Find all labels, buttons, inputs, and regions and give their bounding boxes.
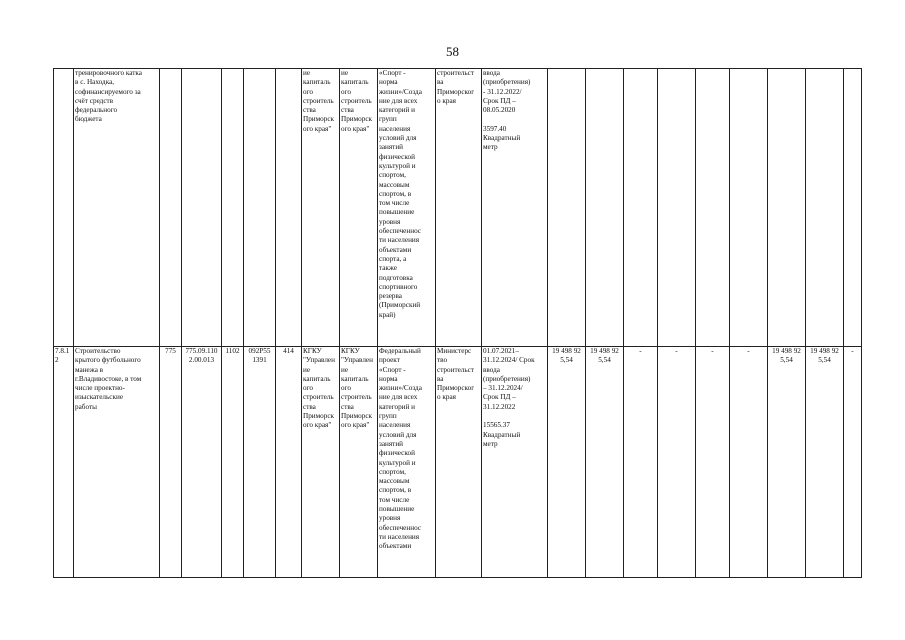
cell-value-8 (806, 69, 844, 347)
table-row (54, 347, 862, 578)
page-number: 58 (446, 44, 459, 59)
cell-object-name: тренировочного катка в с. Находка, софинансируемого за счёт средств федерального бюджета (74, 69, 160, 347)
cell-federal-project: Федеральный проект «Спорт - норма жизни»/Созда ние для всех категорий и групп населения условий для занятий физической культурой и спортом, массовым спортом, в том числе повышение уровня обеспеченнос ти населения объектами (378, 347, 436, 578)
cell-budget-code: 775.09.110 2.00.013 (182, 347, 222, 578)
cell-value-2: 19 498 92 5,54 (586, 347, 624, 578)
cell-value-9: - (844, 347, 862, 578)
cell-value-6 (730, 69, 768, 347)
cell-value-8: 19 498 92 5,54 (806, 347, 844, 578)
cell-value-4: - (658, 347, 696, 578)
cell-value-9 (844, 69, 862, 347)
budget-table (53, 68, 862, 578)
cell-grbs: 775 (160, 347, 182, 578)
cell-value-5 (696, 69, 730, 347)
cell-budget-code (182, 69, 222, 347)
cell-expense-type: 414 (276, 347, 302, 578)
table-row (54, 69, 862, 347)
cell-code: 7.8.12 (54, 347, 74, 578)
cell-terms: 01.07.2021– 31.12.2024/ Срок ввода (приобретения) – 31.12.2024/ Срок ПД – 31.12.2022 15565.37 Квадратный метр (482, 347, 548, 578)
cell-value-4 (658, 69, 696, 347)
cell-target-article (244, 69, 276, 347)
cell-value-7: 19 498 92 5,54 (768, 347, 806, 578)
cell-value-1 (548, 69, 586, 347)
cell-value-2 (586, 69, 624, 347)
cell-value-6: - (730, 347, 768, 578)
cell-object-name: Строительство крытого футбольного манежа в г.Владивостоке, в том числе проектно- изыскательские работы (74, 347, 160, 578)
cell-developer: ие капиталь ого строитель ства Приморск ого края" (340, 69, 378, 347)
cell-section: 1102 (222, 347, 244, 578)
cell-federal-project: «Спорт - норма жизни»/Созда ние для всех категорий и групп населения условий для занятий физической культурой и спортом, массовым спортом, в том числе повышение уровня обеспеченнос ти населения объектами спорта, а также подготовка спортивного резерва (Приморский край) (378, 69, 436, 347)
cell-ministry: Министерс тво строительст ва Приморског о края (436, 347, 482, 578)
cell-target-article: 092P55 1391 (244, 347, 276, 578)
cell-ministry: строительст ва Приморског о края (436, 69, 482, 347)
cell-value-5: - (696, 347, 730, 578)
cell-customer: ие капиталь ого строитель ства Приморск ого края" (302, 69, 340, 347)
cell-customer: КГКУ "Управлен ие капиталь ого строитель ства Приморск ого края" (302, 347, 340, 578)
cell-terms: ввода (приобретения) - 31.12.2022/ Срок ПД – 08.05.2020 3597.40 Квадратный метр (482, 69, 548, 347)
cell-expense-type (276, 69, 302, 347)
cell-value-7 (768, 69, 806, 347)
cell-value-3: - (624, 347, 658, 578)
cell-value-3 (624, 69, 658, 347)
cell-value-1: 19 498 92 5,54 (548, 347, 586, 578)
cell-code (54, 69, 74, 347)
cell-developer: КГКУ "Управлен ие капиталь ого строитель ства Приморск ого края" (340, 347, 378, 578)
cell-section (222, 69, 244, 347)
cell-grbs (160, 69, 182, 347)
